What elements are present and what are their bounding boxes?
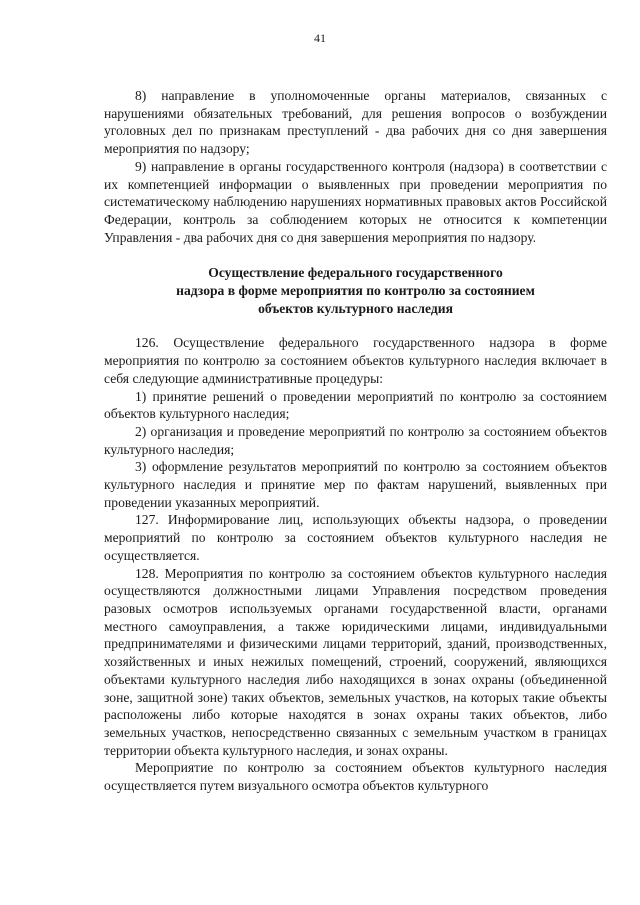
paragraph-126: 126. Осуществление федерального государственного надзора в форме мероприятия по контролю за состоянием объектов культурного наследия включает в себя следующие административные процедуры: (104, 335, 607, 386)
paragraph-127: 127. Информирование лиц, использующих объекты надзора, о проведении мероприятий по контролю за состоянием объектов культурного наследия не осуществляется. (104, 512, 607, 563)
section-heading-line: Осуществление федерального государственного (208, 265, 503, 281)
page-number: 41 (314, 31, 326, 45)
paragraph-126-item-3: 3) оформление результатов мероприятий по контролю за состоянием объектов культурного наследия и принятие мер по фактам нарушений, выявленных при проведении указанных мероприятий. (104, 459, 607, 510)
paragraph-126-item-2: 2) организация и проведение мероприятий по контролю за состоянием объектов культурного наследия; (104, 423, 607, 457)
document-body (104, 87, 607, 795)
paragraph-126-item-1: 1) принятие решений о проведении мероприятий по контролю за состоянием объектов культурного наследия; (104, 388, 607, 422)
section-heading-line: объектов культурного наследия (258, 300, 453, 316)
paragraph-item-9: 9) направление в органы государственного контроля (надзора) в соответствии с их компетенцией информации о выявленных при проведении мероприятия по систематическому наблюдению нарушениях нормативных правовых актов Российской Федерации, контроль за соблюдением которых не относится к компетенции Управления - два рабочих дня со дня завершения мероприятия по надзору. (104, 158, 607, 245)
paragraph-continuation: Мероприятие по контролю за состоянием объектов культурного наследия осуществляется путем визуального осмотра объектов культурного (104, 760, 607, 794)
section-heading-line: надзора в форме мероприятия по контролю за состоянием (176, 283, 535, 299)
section-heading (104, 264, 607, 317)
paragraph-item-8: 8) направление в уполномоченные органы материалов, связанных с нарушениями обязательных требований, для решения вопросов о возбуждении уголовных дел по признакам преступлений - два рабочих дня со дня завершения мероприятия по надзору; (104, 88, 607, 157)
paragraph-128: 128. Мероприятия по контролю за состоянием объектов культурного наследия осуществляются должностными лицами Управления посредством проведения разовых осмотров используемых органами государственной власти, органами местного самоуправления, а также юридическими лицами, индивидуальными предпринимателями и физическими лицами территорий, зданий, производственных, хозяйственных и иных нежилых помещений, строений, сооружений, являющихся объектами культурного наследия либо находящихся в зонах охраны (объединенной зоне, защитной зоне) таких объектов, земельных участков, на которых такие объекты расположены либо которые находятся в зонах охраны таких объектов, либо земельных участков, непосредственно связанных с земельным участком в границах территории объекта культурного наследия, и зонах охраны. (104, 565, 607, 758)
